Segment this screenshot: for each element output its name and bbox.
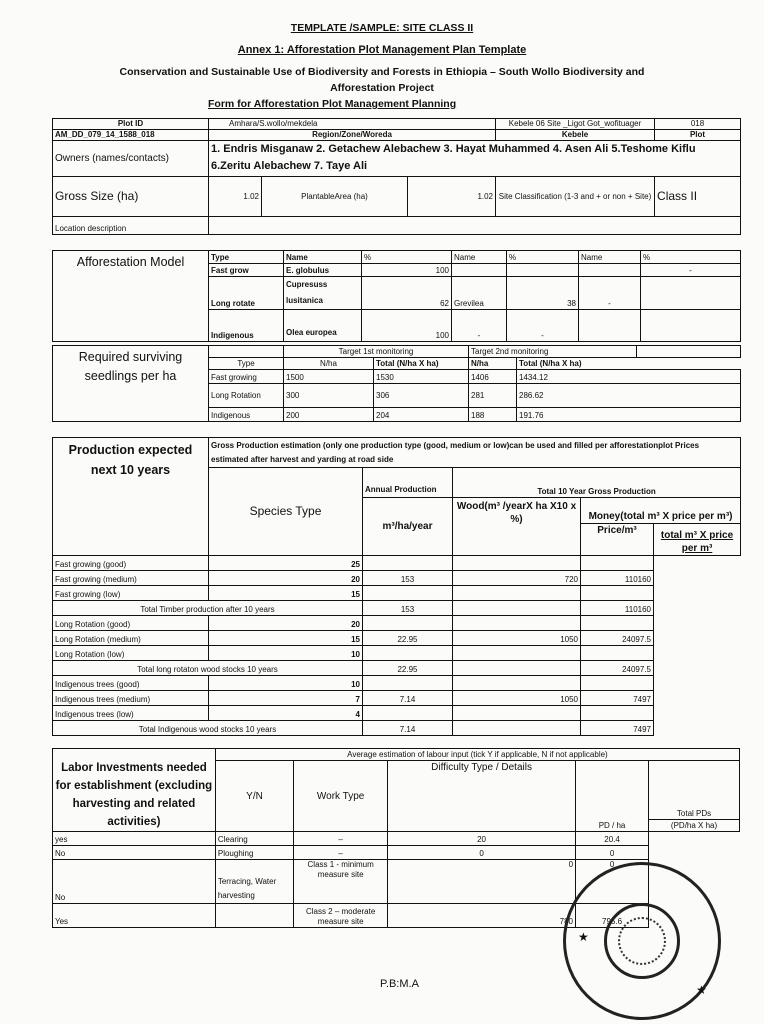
production-label: Production expected next 10 years [53, 438, 209, 556]
model-header-name-2: Name [452, 251, 507, 264]
production-money-cell [581, 706, 654, 721]
model-header-name-1: Name [284, 251, 362, 264]
production-type-cell: Indigenous trees (low) [53, 706, 209, 721]
production-wood-cell: 7.14 [363, 691, 453, 706]
labor-total-pds-cell: 0 [576, 846, 649, 860]
seedlings-cell: 191.76 [517, 408, 741, 422]
production-wood-cell: 153 [363, 571, 453, 586]
production-total-row [53, 661, 741, 676]
model-cell: Long rotate [209, 277, 284, 310]
project-title: Conservation and Sustainable Use of Biodiversity and Forests in Ethiopia – South Wollo Biodiversity and Afforestation Project [119, 66, 645, 94]
production-annual-cell: 15 [209, 631, 363, 646]
plantable-area-value: 1.02 [408, 177, 496, 217]
production-annual-cell: 15 [209, 586, 363, 601]
labor-work-type-cell [215, 904, 293, 928]
labor-header-total-pds: Total PDs [649, 761, 740, 820]
model-header-pct-3: % [641, 251, 741, 264]
model-cell [579, 310, 641, 342]
owners-label: Owners (names/contacts) [53, 141, 209, 177]
labor-yn-cell: yes [53, 832, 216, 846]
seedlings-blank-2 [637, 346, 741, 358]
production-annual-cell: 10 [209, 676, 363, 691]
production-money-cell [581, 616, 654, 631]
region-value: Amhara/S.wollo/mekdela [209, 119, 496, 130]
production-wood-cell: 7.14 [363, 721, 453, 736]
model-cell [452, 264, 507, 277]
seedlings-cell: 300 [284, 384, 374, 408]
production-type-cell: Total Timber production after 10 years [53, 601, 363, 616]
owners-value: 1. Endris Misganaw 2. Getachew Alebachew 3. Hayat Muhammed 4. Asen Ali 5.Teshome Kiflu 6.Zeritu Alebachew 7. Taye Ali [209, 141, 741, 177]
production-wood-cell [363, 646, 453, 661]
seedlings-cell: 200 [284, 408, 374, 422]
production-row [53, 706, 741, 721]
plot-info-table [52, 118, 741, 235]
model-cell [507, 264, 579, 277]
labor-row [53, 846, 740, 860]
production-price-cell [453, 601, 581, 616]
kebele-value: Kebele 06 Site _Ligot Got_wofituager [496, 119, 655, 130]
production-money-cell: 7497 [581, 721, 654, 736]
labor-yn-cell: Yes [53, 904, 216, 928]
form-title: Form for Afforestation Plot Management Planning [208, 98, 457, 110]
plot-label: Plot [655, 130, 741, 141]
model-cell: Indigenous [209, 310, 284, 342]
production-money-cell [581, 646, 654, 661]
production-annual-cell: 20 [209, 616, 363, 631]
production-type-cell: Long Rotation (low) [53, 646, 209, 661]
production-money-cell: 110160 [581, 571, 654, 586]
star-icon: ★ [696, 983, 707, 997]
seedlings-header-type: Type [209, 358, 284, 370]
kebele-label: Kebele [496, 130, 655, 141]
production-wood-cell [363, 556, 453, 571]
production-type-cell: Indigenous trees (good) [53, 676, 209, 691]
region-label: Region/Zone/Woreda [209, 130, 496, 141]
labor-total-pds-cell: 0 [576, 860, 649, 904]
star-icon: ★ [578, 930, 589, 944]
seedlings-cell: 188 [469, 408, 517, 422]
model-header-name-3: Name [579, 251, 641, 264]
production-type-cell: Total long rotaton wood stocks 10 years [53, 661, 363, 676]
species-type-header: Species Type [209, 468, 363, 556]
model-cell [641, 310, 741, 342]
production-money-cell: 7497 [581, 691, 654, 706]
model-cell [579, 264, 641, 277]
stamp-emblem-icon [618, 917, 666, 965]
site-classification-label: Site Classification (1-3 and + or non + Site) [496, 177, 655, 217]
seedlings-cell: 286.62 [517, 384, 741, 408]
labor-pd-ha-cell: 0 [388, 846, 576, 860]
seedlings-header-total-1: Total (N/ha X ha) [374, 358, 469, 370]
production-price-cell [453, 676, 581, 691]
production-row [53, 616, 741, 631]
production-row [53, 646, 741, 661]
labor-work-type-cell: Clearing [215, 832, 293, 846]
production-table [52, 437, 741, 736]
production-price-cell [453, 721, 581, 736]
production-price-cell [453, 556, 581, 571]
seedlings-cell: Long Rotation [209, 384, 284, 408]
seedlings-cell: Fast growing [209, 370, 284, 384]
seedlings-cell: 1500 [284, 370, 374, 384]
labor-difficulty-cell: Class 1 - minimum measure site [294, 860, 388, 904]
total-money-header: total m³ X price per m³ [654, 524, 741, 556]
production-wood-cell [363, 676, 453, 691]
production-money-cell [581, 676, 654, 691]
unit-header: m³/ha/year [363, 498, 453, 556]
model-cell: - [641, 264, 741, 277]
wood-header: Wood(m³ /yearX ha X10 x %) [453, 498, 581, 556]
model-cell: - [452, 310, 507, 342]
production-total-row [53, 601, 741, 616]
gross-size-label: Gross Size (ha) [53, 177, 209, 217]
model-cell: - [507, 310, 579, 342]
production-type-cell: Fast growing (good) [53, 556, 209, 571]
production-type-cell: Indigenous trees (medium) [53, 691, 209, 706]
seedlings-header-total-2: Total (N/ha X ha) [517, 358, 741, 370]
production-wood-cell: 22.95 [363, 661, 453, 676]
production-type-cell: Total Indigenous wood stocks 10 years [53, 721, 363, 736]
footer-initials: P.B:M.A [380, 978, 419, 990]
plot-id-label: Plot ID [53, 119, 209, 130]
production-row [53, 691, 741, 706]
model-header-type: Type [209, 251, 284, 264]
production-row [53, 631, 741, 646]
production-annual-cell: 7 [209, 691, 363, 706]
labor-difficulty-cell: – [294, 846, 388, 860]
seedlings-cell: 1434.12 [517, 370, 741, 384]
labor-header-work-type: Work Type [294, 761, 388, 832]
model-cell: Olea europea [284, 310, 362, 342]
labor-difficulty-cell: – [294, 832, 388, 846]
production-money-cell: 110160 [581, 601, 654, 616]
model-cell: Fast grow [209, 264, 284, 277]
model-cell: - [579, 277, 641, 310]
model-cell: 100 [362, 264, 452, 277]
production-wood-cell: 22.95 [363, 631, 453, 646]
labor-pd-ha-cell: 20 [388, 832, 576, 846]
production-price-cell: 1050 [453, 631, 581, 646]
afforestation-model-label: Afforestation Model [53, 251, 209, 342]
production-annual-cell: 10 [209, 646, 363, 661]
production-money-cell [581, 556, 654, 571]
annex-title: Annex 1: Afforestation Plot Management Plan Template [237, 44, 527, 56]
labor-difficulty-cell: Class 2 – moderate measure site [294, 904, 388, 928]
production-annual-cell: 4 [209, 706, 363, 721]
target-2nd-monitoring: Target 2nd monitoring [469, 346, 637, 358]
location-value [209, 217, 741, 235]
seedlings-cell: 306 [374, 384, 469, 408]
production-wood-cell [363, 616, 453, 631]
production-price-cell: 720 [453, 571, 581, 586]
model-cell: 100 [362, 310, 452, 342]
annual-production-header: Annual Production [363, 468, 453, 498]
labor-total-pds-cell: 795.6 [576, 904, 649, 928]
production-price-cell [453, 616, 581, 631]
afforestation-model-table [52, 250, 741, 342]
labor-yn-cell: No [53, 860, 216, 904]
production-annual-cell: 25 [209, 556, 363, 571]
site-class-value: Class II [655, 177, 741, 217]
production-row [53, 586, 741, 601]
labor-total-pds-cell: 20.4 [576, 832, 649, 846]
model-cell: 62 [362, 277, 452, 310]
labor-row [53, 832, 740, 846]
labor-work-type-cell: Ploughing [215, 846, 293, 860]
production-price-cell [453, 646, 581, 661]
seedlings-header-nha-2: N/ha [469, 358, 517, 370]
labor-yn-cell: No [53, 846, 216, 860]
money-header: Money(total m³ X price per m³) [581, 498, 741, 524]
seedlings-cell: 281 [469, 384, 517, 408]
production-price-cell [453, 586, 581, 601]
production-annual-cell: 20 [209, 571, 363, 586]
production-money-cell: 24097.5 [581, 661, 654, 676]
seedlings-cell: Indigenous [209, 408, 284, 422]
template-title: TEMPLATE /SAMPLE: SITE CLASS II [290, 22, 474, 34]
seedlings-table [52, 345, 741, 422]
labor-pd-ha-cell: 0 [388, 860, 576, 904]
model-cell: Grevilea [452, 277, 507, 310]
production-wood-cell [363, 586, 453, 601]
production-wood-cell [363, 706, 453, 721]
target-1st-monitoring: Target 1st monitoring [284, 346, 469, 358]
production-wood-cell: 153 [363, 601, 453, 616]
seedlings-blank [209, 346, 284, 358]
seedlings-cell: 204 [374, 408, 469, 422]
labor-work-type-cell: Terracing, Water harvesting [215, 860, 293, 904]
production-price-cell: 1050 [453, 691, 581, 706]
plantable-area-label: PlantableArea (ha) [262, 177, 408, 217]
production-type-cell: Long Rotation (medium) [53, 631, 209, 646]
seedlings-header-nha-1: N/ha [284, 358, 374, 370]
total-10-year-header: Total 10 Year Gross Production [453, 468, 741, 498]
plot-id-value: AM_DD_079_14_1588_018 [53, 130, 209, 141]
production-type-cell: Fast growing (medium) [53, 571, 209, 586]
production-row [53, 556, 741, 571]
production-row [53, 676, 741, 691]
labor-header-pd-ha: PD / ha [576, 761, 649, 832]
production-type-cell: Long Rotation (good) [53, 616, 209, 631]
plot-value: 018 [655, 119, 741, 130]
gross-size-value: 1.02 [209, 177, 262, 217]
labor-header-yn: Y/N [215, 761, 293, 832]
price-header: Price/m³ [581, 524, 654, 556]
production-note: Gross Production estimation (only one production type (good, medium or low)can be used and filled per afforestationplot Prices estimated after harvest and yarding at road side [209, 438, 741, 468]
labor-header-pd-formula: (PD/ha X ha) [649, 820, 740, 832]
production-total-row [53, 721, 741, 736]
model-header-pct-2: % [507, 251, 579, 264]
seedlings-label: Required surviving seedlings per ha [53, 346, 209, 422]
seedlings-cell: 1530 [374, 370, 469, 384]
production-price-cell [453, 661, 581, 676]
production-row [53, 571, 741, 586]
production-money-cell [581, 586, 654, 601]
official-stamp [563, 862, 721, 1020]
seedlings-cell: 1406 [469, 370, 517, 384]
production-money-cell: 24097.5 [581, 631, 654, 646]
model-cell: 38 [507, 277, 579, 310]
model-cell [641, 277, 741, 310]
model-cell: Cupresuss lusitanica [284, 277, 362, 310]
model-cell: E. globulus [284, 264, 362, 277]
labor-note: Average estimation of labour input (tick Y if applicable, N if not applicable) [215, 749, 739, 761]
location-label: Location description [53, 217, 209, 235]
labor-label: Labor Investments needed for establishment (excluding harvesting and related activities) [53, 749, 216, 832]
labor-pd-ha-cell: 780 [388, 904, 576, 928]
production-price-cell [453, 706, 581, 721]
labor-header-difficulty: Difficulty Type / Details [388, 761, 576, 832]
production-type-cell: Fast growing (low) [53, 586, 209, 601]
model-header-pct-1: % [362, 251, 452, 264]
